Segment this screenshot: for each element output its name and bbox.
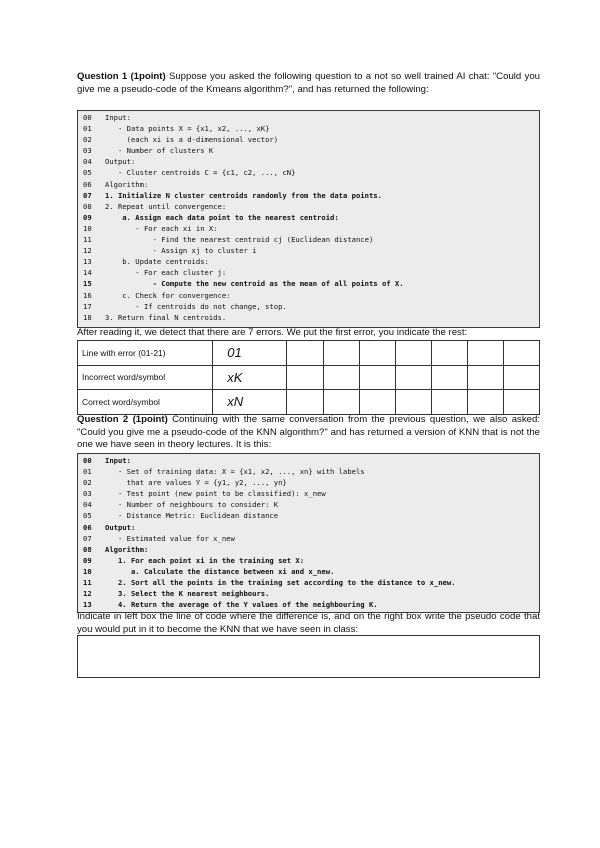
empty-answer-cell[interactable] xyxy=(323,341,359,366)
code-text: 2. Sort all the points in the training set according to the distance to x_new. xyxy=(105,578,456,588)
line-number: 06 xyxy=(83,179,92,189)
line-number: 09 xyxy=(83,212,92,222)
line-number: 05 xyxy=(83,511,92,521)
code-text: 1. For each point xi in the training set X: xyxy=(105,555,305,565)
empty-answer-cell[interactable] xyxy=(431,341,467,366)
code-line xyxy=(83,134,539,145)
answer-cell: 01 xyxy=(213,341,287,366)
line-number: 04 xyxy=(83,500,92,510)
code-text: Output: xyxy=(105,157,136,167)
line-number: 03 xyxy=(83,146,92,156)
answer-cell: xK xyxy=(213,365,287,390)
code-text: - Distance Metric: Euclidean distance xyxy=(105,511,279,521)
knn-pseudocode-block xyxy=(77,453,540,613)
code-line xyxy=(83,223,539,234)
code-line xyxy=(83,499,539,510)
code-text: Input: xyxy=(105,113,131,122)
code-text: - Estimated value for x_new xyxy=(105,533,235,543)
code-text: - If centroids do not change, stop. xyxy=(105,301,287,311)
code-line xyxy=(83,179,539,190)
question-1-instruction: After reading it, we detect that there are 7 errors. We put the first error, you indicate the rest: xyxy=(77,327,468,338)
code-line xyxy=(83,566,539,577)
code-text: 1. Initialize N cluster centroids randomly from the data points. xyxy=(105,190,382,200)
code-line xyxy=(83,533,539,544)
code-line xyxy=(83,301,539,312)
code-line xyxy=(83,290,539,301)
code-line xyxy=(83,201,539,212)
empty-answer-cell[interactable] xyxy=(359,341,395,366)
empty-answer-cell[interactable] xyxy=(395,365,431,390)
answer-box[interactable] xyxy=(77,635,540,678)
code-line xyxy=(83,477,539,488)
line-number: 11 xyxy=(83,578,92,588)
empty-answer-cell[interactable] xyxy=(287,365,323,390)
line-number: 18 xyxy=(83,312,92,322)
question-1-text: Suppose you asked the following question to a not so well trained AI chat: "Could you give me a pseudo-code of the Kmeans algorithm?", and has returned the following: xyxy=(77,71,540,95)
code-line xyxy=(83,245,539,256)
question-2-instruction: Indicate in left box the line of code where the difference is, and on the right box write the pseudo code that you would put in it to become the KNN that we have seen in class: xyxy=(77,611,540,635)
line-number: 00 xyxy=(83,113,92,122)
line-number: 00 xyxy=(83,456,92,465)
line-number: 06 xyxy=(83,522,92,532)
line-number: 11 xyxy=(83,235,92,245)
empty-answer-cell[interactable] xyxy=(431,390,467,415)
empty-answer-cell[interactable] xyxy=(395,390,431,415)
code-text: (each xi is a d-dimensional vector) xyxy=(105,135,279,145)
kmeans-pseudocode-block xyxy=(77,110,540,328)
code-text: Output: xyxy=(105,522,136,532)
line-number: 10 xyxy=(83,566,92,576)
question-1-prompt xyxy=(77,71,540,96)
empty-answer-cell[interactable] xyxy=(431,365,467,390)
code-line xyxy=(83,312,539,323)
empty-answer-cell[interactable] xyxy=(503,390,539,415)
line-number: 09 xyxy=(83,555,92,565)
code-line xyxy=(83,599,539,610)
question-2-text: Continuing with the same conversation from the previous question, we also asked: "Could you give me a pseudo-code of the KNN algorithm?" and has returned a version of KNN that is not the one we have seen in theory lectures. It is this: xyxy=(77,414,540,451)
empty-answer-cell[interactable] xyxy=(395,341,431,366)
code-line xyxy=(83,123,539,134)
line-number: 02 xyxy=(83,478,92,488)
line-number: 05 xyxy=(83,168,92,178)
code-line xyxy=(83,256,539,267)
question-2-prompt xyxy=(77,414,540,452)
code-text: - Set of training data: X = {x1, x2, ..., xn} with labels xyxy=(105,467,365,477)
line-number: 10 xyxy=(83,223,92,233)
line-number: 01 xyxy=(83,467,92,477)
code-text: - Number of clusters K xyxy=(105,146,214,156)
table-row xyxy=(78,341,540,366)
code-text: - Data points X = {x1, x2, ..., xK} xyxy=(105,124,270,134)
line-number: 01 xyxy=(83,124,92,134)
code-line xyxy=(83,555,539,566)
empty-answer-cell[interactable] xyxy=(467,341,503,366)
code-text: Algorithm: xyxy=(105,544,149,554)
code-text: - For each xi in X: xyxy=(105,223,218,233)
code-text: b. Update centroids: xyxy=(105,257,209,267)
empty-answer-cell[interactable] xyxy=(359,390,395,415)
code-line xyxy=(83,544,539,555)
errors-table xyxy=(77,340,540,415)
line-number: 13 xyxy=(83,600,92,610)
line-number: 02 xyxy=(83,135,92,145)
code-line xyxy=(83,455,539,466)
code-text: - Find the nearest centroid cj (Euclidean distance) xyxy=(105,235,374,245)
code-line xyxy=(83,212,539,223)
answer-cell: xN xyxy=(213,390,287,415)
code-line xyxy=(83,488,539,499)
code-line xyxy=(83,234,539,245)
code-text: Algorithm: xyxy=(105,179,149,189)
code-text: Input: xyxy=(105,456,131,465)
question-2-label: Question 2 (1point) xyxy=(77,414,168,425)
line-number: 13 xyxy=(83,257,92,267)
empty-answer-cell[interactable] xyxy=(467,365,503,390)
code-text: 3. Select the K nearest neighbours. xyxy=(105,589,270,599)
line-number: 15 xyxy=(83,279,92,289)
row-header: Correct word/symbol xyxy=(78,390,213,415)
table-row xyxy=(78,390,540,415)
line-number: 08 xyxy=(83,201,92,211)
line-number: 14 xyxy=(83,268,92,278)
line-number: 08 xyxy=(83,544,92,554)
code-line xyxy=(83,112,539,123)
code-line xyxy=(83,466,539,477)
code-text: - Assign xj to cluster i xyxy=(105,246,257,256)
empty-answer-cell[interactable] xyxy=(323,390,359,415)
code-line xyxy=(83,278,539,289)
code-text: - Compute the new centroid as the mean of all points of X. xyxy=(105,279,404,289)
code-text: - Number of neighbours to consider: K xyxy=(105,500,279,510)
empty-answer-cell[interactable] xyxy=(287,390,323,415)
line-number: 12 xyxy=(83,589,92,599)
code-text: 3. Return final N centroids. xyxy=(105,312,227,322)
line-number: 03 xyxy=(83,489,92,499)
code-line xyxy=(83,190,539,201)
code-line xyxy=(83,577,539,588)
code-line xyxy=(83,510,539,521)
empty-answer-cell[interactable] xyxy=(323,365,359,390)
code-text: a. Assign each data point to the nearest centroid: xyxy=(105,212,339,222)
code-text: 2. Repeat until convergence: xyxy=(105,201,227,211)
empty-answer-cell[interactable] xyxy=(503,365,539,390)
line-number: 16 xyxy=(83,290,92,300)
code-line xyxy=(83,267,539,278)
code-line xyxy=(83,588,539,599)
line-number: 12 xyxy=(83,246,92,256)
line-number: 04 xyxy=(83,157,92,167)
row-header: Incorrect word/symbol xyxy=(78,365,213,390)
code-text: that are values Y = {y1, y2, ..., yn} xyxy=(105,478,287,488)
code-line xyxy=(83,167,539,178)
question-1-label: Question 1 (1point) xyxy=(77,71,166,82)
table-row xyxy=(78,365,540,390)
code-text: c. Check for convergence: xyxy=(105,290,231,300)
code-text: a. Calculate the distance between xi and x_new. xyxy=(105,566,335,576)
empty-answer-cell[interactable] xyxy=(359,365,395,390)
empty-answer-cell[interactable] xyxy=(503,341,539,366)
code-text: 4. Return the average of the Y values of the neighbouring K. xyxy=(105,600,378,610)
code-text: - For each cluster j: xyxy=(105,268,227,278)
code-line xyxy=(83,145,539,156)
code-text: - Cluster centroids C = {c1, c2, ..., cN} xyxy=(105,168,296,178)
empty-answer-cell[interactable] xyxy=(467,390,503,415)
empty-answer-cell[interactable] xyxy=(287,341,323,366)
code-line xyxy=(83,156,539,167)
line-number: 07 xyxy=(83,190,92,200)
line-number: 07 xyxy=(83,533,92,543)
line-number: 17 xyxy=(83,301,92,311)
code-line xyxy=(83,522,539,533)
code-text: - Test point (new point to be classified): x_new xyxy=(105,489,326,499)
row-header: Line with error (01-21) xyxy=(78,341,213,366)
